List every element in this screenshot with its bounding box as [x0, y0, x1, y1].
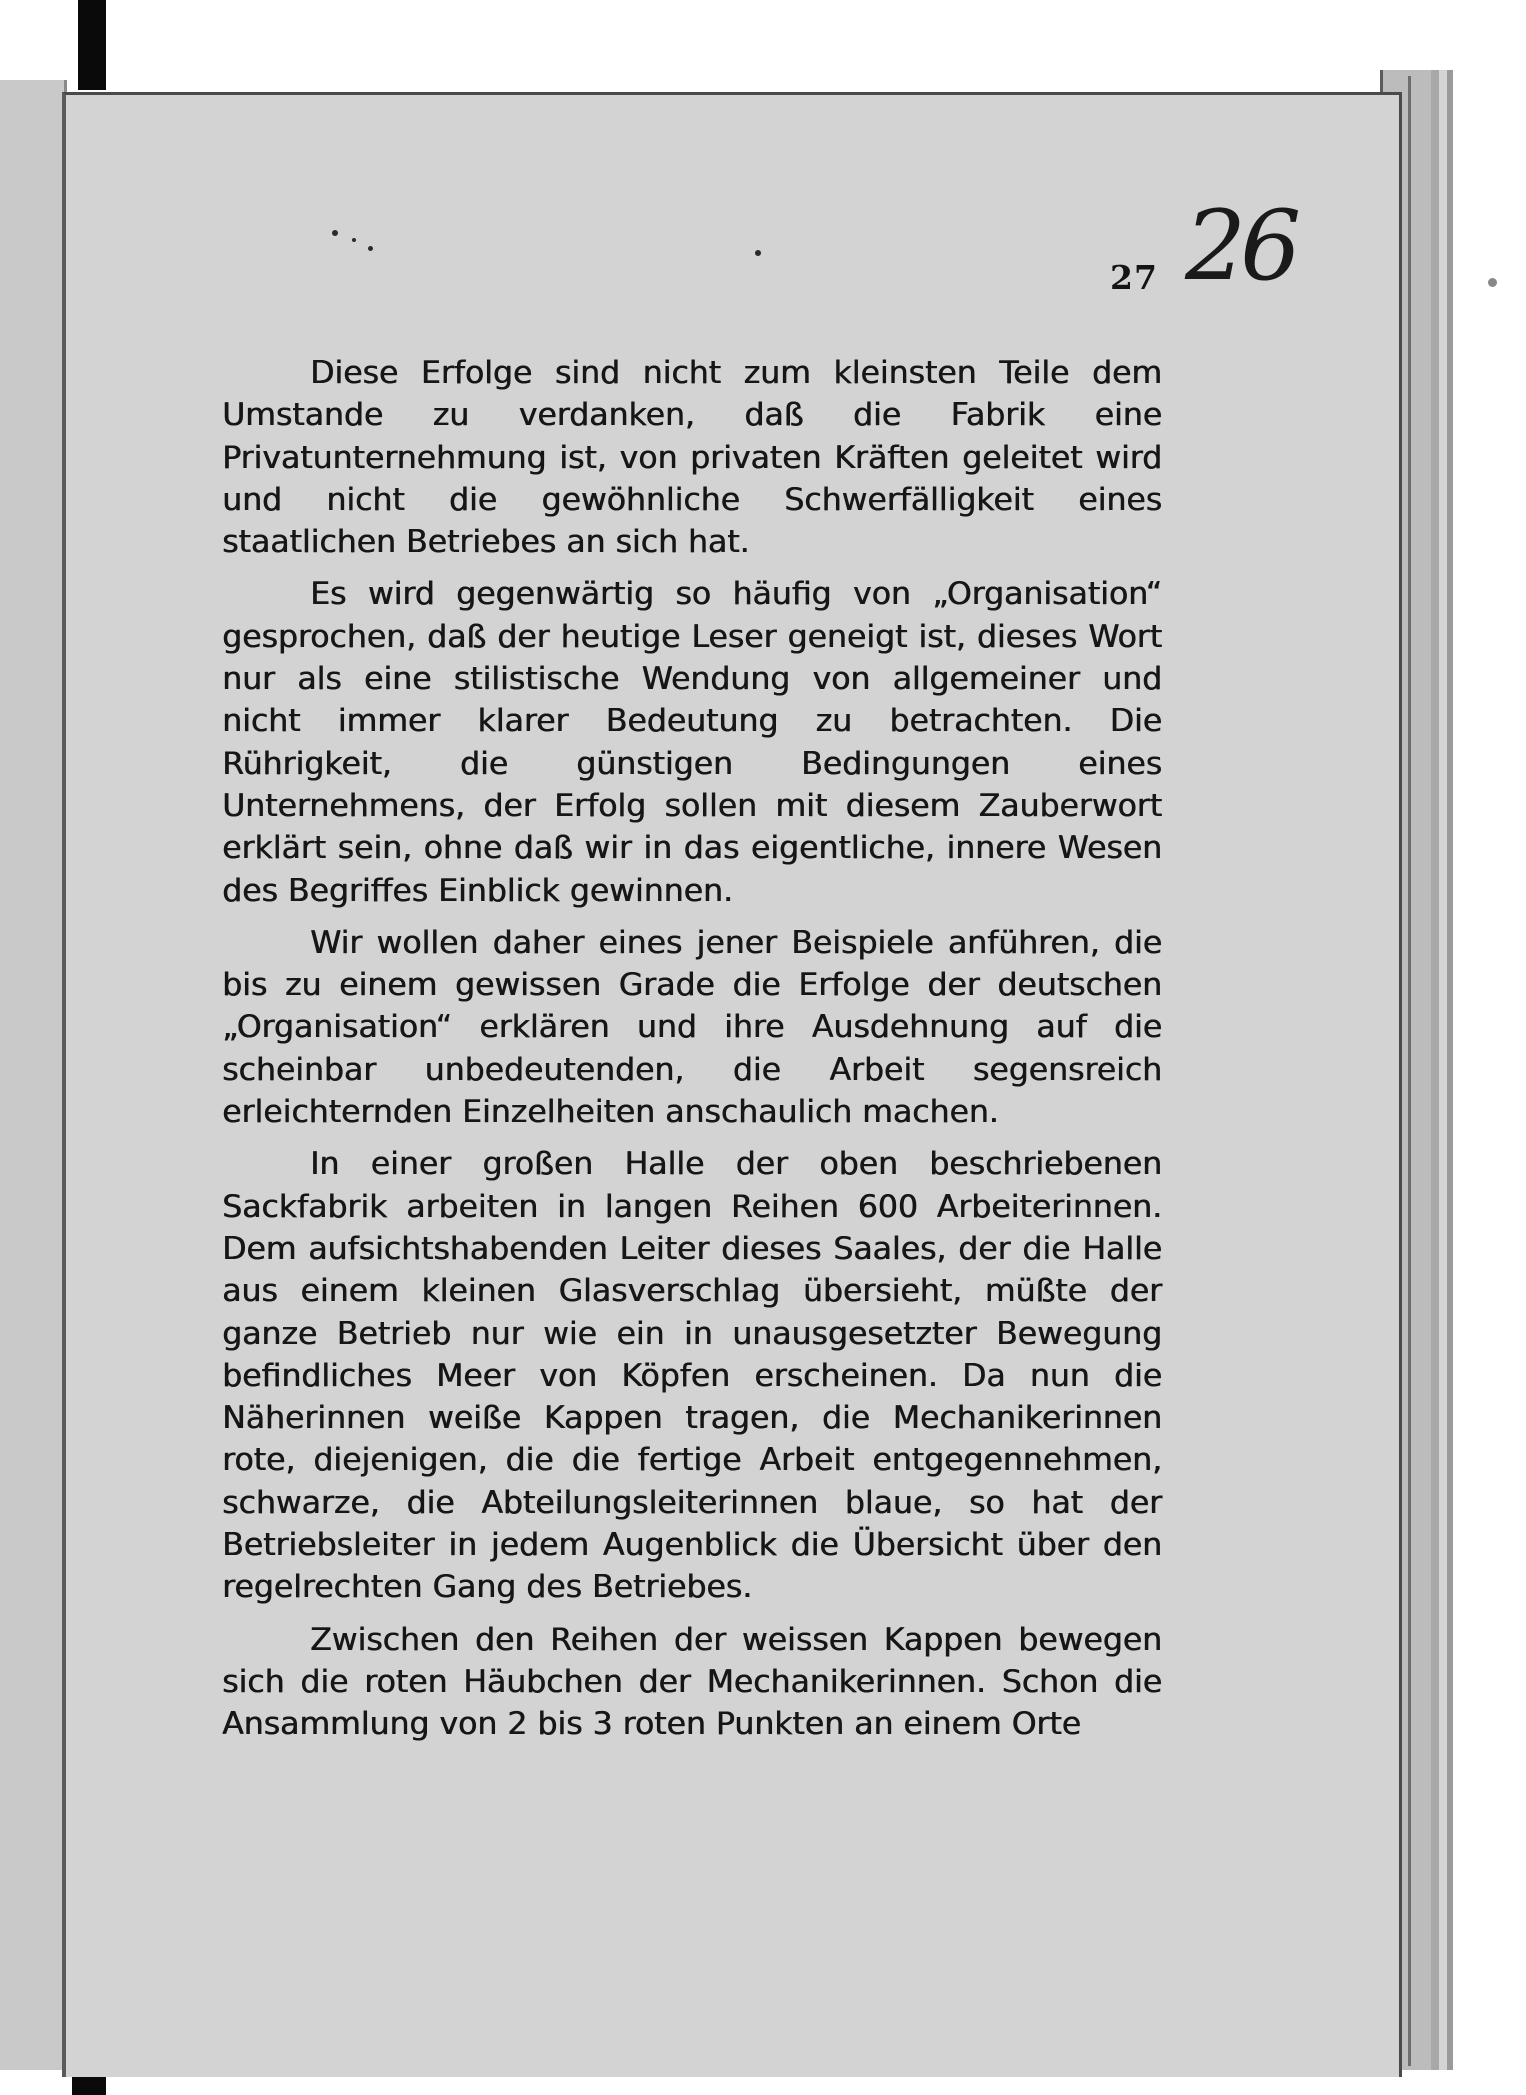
paragraph: Wir wollen daher eines jener Beispiele anführen, die bis zu einem gewissen Grade die Erfolge der deutschen „Organisation“ erklären und ihre Ausdehnung auf die scheinbar unbedeutenden, die Arbeit segensreich erleichternden Einzelheiten anschaulich machen. — [222, 924, 1162, 1131]
page-stack-line — [1408, 76, 1411, 2066]
stray-mark — [1488, 278, 1497, 287]
paragraph: Diese Erfolge sind nicht zum kleinsten Teile dem Umstande zu verdanken, daß die Fabrik eine Privatunternehmung ist, von privaten Kräften geleitet wird und nicht die gewöhnliche Schwerfälligkeit eines staatlichen Betriebes an sich hat. — [222, 355, 1162, 561]
body-text — [222, 352, 1162, 1746]
paragraph: In einer großen Halle der oben beschriebenen Sackfabrik arbeiten in langen Reihen 600 Arbeiterinnen. Dem aufsichtshabenden Leiter dieses Saales, der die Halle aus einem kleinen Glasverschlag übersieht, müßte der ganze Betrieb nur wie ein in unausgesetzter Bewegung befindliches Meer von Köpfen erscheinen. Da nun die Näherinnen weiße Kappen tragen, die Mechanikerinnen rote, diejenigen, die die fertige Arbeit entgegennehmen, schwarze, die Abteilungsleiterinnen blaue, so hat der Betriebsleiter in jedem Augenblick die Übersicht über den regelrechten Gang des Betriebes. — [222, 1146, 1162, 1606]
paragraph: Es wird gegenwärtig so häufig von „Organisation“ gesprochen, daß der heutige Leser geneigt ist, dieses Wort nur als eine stilistische Wendung von allgemeiner und nicht immer klarer Bedeutung zu betrachten. Die Rührigkeit, die günstigen Bedingungen eines Unternehmens, der Erfolg sollen mit diesem Zauberwort erklärt sein, ohne daß wir in das eigentliche, innere Wesen des Begriffes Einblick gewinnen. — [222, 576, 1162, 909]
binding-shadow-top — [78, 0, 106, 90]
handwritten-folio-number: 26 — [1185, 190, 1296, 302]
page-number: 27 — [1110, 258, 1158, 297]
paragraph: Zwischen den Reihen der weissen Kappen bewegen sich die roten Häubchen der Mechanikerinnen. Schon die Ansammlung von 2 bis 3 roten Punkten an einem Orte — [222, 1621, 1162, 1743]
stray-mark — [332, 230, 338, 236]
stray-mark — [368, 246, 373, 251]
facing-page-edge — [0, 80, 67, 2070]
stray-mark — [755, 250, 761, 256]
stray-mark — [352, 238, 356, 242]
